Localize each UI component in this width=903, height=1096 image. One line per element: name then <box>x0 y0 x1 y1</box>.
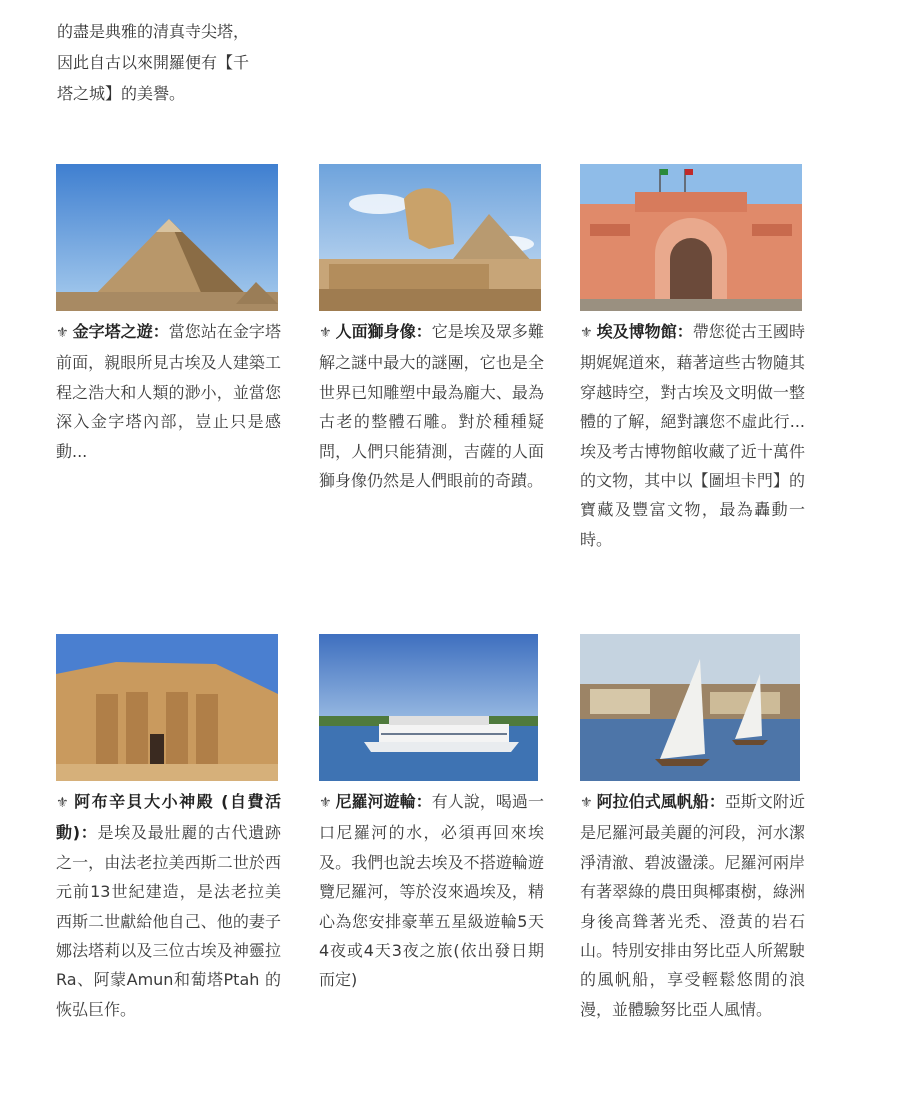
card-title: 金字塔之遊 <box>72 322 153 341</box>
card-description <box>580 317 805 554</box>
intro-line: 因此自古以來開羅便有【千 <box>57 53 250 72</box>
card-description <box>319 317 544 495</box>
card-text: 是埃及最壯麗的古代遺跡之一，由法老拉美西斯二世於西元前13世紀建造，是法老拉美西斯二世獻給他自己、他的妻子娜法塔莉以及三位古埃及神靈拉Ra、阿蒙Amun和蔔塔Ptah 的恢弘巨作。 <box>56 823 281 1019</box>
fleur-de-lis-icon: ⚜ <box>319 795 332 811</box>
title-colon: ： <box>415 792 432 811</box>
card-description <box>580 787 805 1024</box>
abu-simbel-image <box>56 634 278 781</box>
card-title: 尼羅河遊輪 <box>335 792 416 811</box>
card-sphinx <box>319 164 544 495</box>
fleur-de-lis-icon: ⚜ <box>319 325 332 341</box>
title-colon: ： <box>708 792 725 811</box>
pyramid-image <box>56 164 278 311</box>
card-nile-cruise <box>319 634 544 995</box>
intro-paragraph <box>57 16 289 109</box>
card-text: 帶您從古王國時期娓娓道來，藉著這些古物隨其穿越時空，對古埃及文明做一整體的了解，絕對讓您不虛此行...埃及考古博物館收藏了近十萬件的文物，其中以【圖坦卡門】的寶藏及豐富文物，最為轟動一時。 <box>580 322 805 549</box>
sphinx-image <box>319 164 541 311</box>
card-description <box>319 787 544 995</box>
title-colon: ： <box>80 823 98 843</box>
title-colon: ： <box>152 322 169 341</box>
card-text: 亞斯文附近是尼羅河最美麗的河段，河水潔淨清澈、碧波盪漾。尼羅河兩岸有著翠綠的農田與椰棗樹，綠洲身後高聳著光禿、澄黃的岩石山。特別安排由努比亞人所駕駛的風帆船，享受輕鬆悠閒的浪漫，並體驗努比亞人風情。 <box>580 792 805 1019</box>
card-felucca <box>580 634 805 1024</box>
intro-line: 的盡是典雅的清真寺尖塔， <box>57 22 250 41</box>
card-title: 阿拉伯式風帆船 <box>596 792 709 811</box>
card-abu-simbel <box>56 634 281 1024</box>
museum-image <box>580 164 802 311</box>
card-pyramid <box>56 164 281 466</box>
title-colon: ： <box>676 322 693 341</box>
intro-line: 塔之城】的美譽。 <box>57 84 186 103</box>
card-title: 阿布辛貝大小神殿 (自費活動) <box>56 792 281 843</box>
card-description <box>56 787 281 1024</box>
card-title: 人面獅身像 <box>335 322 416 341</box>
card-text: 當您站在金字塔前面，親眼所見古埃及人建築工程之浩大和人類的渺小，並當您深入金字塔內部，豈止只是感動... <box>56 322 281 461</box>
card-text: 它是埃及眾多難解之謎中最大的謎團，它也是全世界已知雕塑中最為龐大、最為古老的整體石雕。對於種種疑問，人們只能猜測，吉薩的人面獅身像仍然是人們眼前的奇蹟。 <box>319 322 544 491</box>
card-text: 有人說，喝過一口尼羅河的水，必須再回來埃及。我們也說去埃及不搭遊輪遊覽尼羅河，等於沒來過埃及，精心為您安排豪華五星級遊輪5天4夜或4天3夜之旅(依出發日期而定) <box>319 792 544 990</box>
card-museum <box>580 164 805 554</box>
nile-cruise-image <box>319 634 538 781</box>
title-colon: ： <box>415 322 432 341</box>
card-title: 埃及博物館 <box>596 322 677 341</box>
fleur-de-lis-icon: ⚜ <box>56 325 69 341</box>
card-description <box>56 317 281 466</box>
fleur-de-lis-icon: ⚜ <box>580 795 593 811</box>
fleur-de-lis-icon: ⚜ <box>580 325 593 341</box>
fleur-de-lis-icon: ⚜ <box>56 795 69 811</box>
felucca-image <box>580 634 800 781</box>
